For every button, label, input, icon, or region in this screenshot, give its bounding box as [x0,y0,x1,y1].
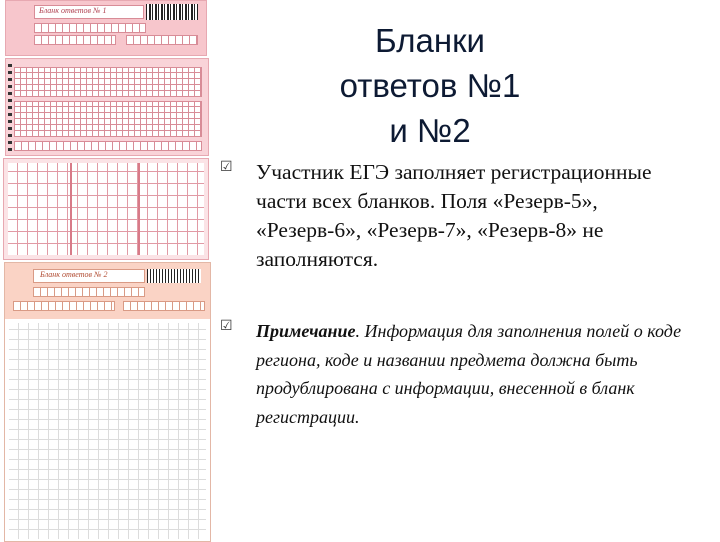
answer-sheet-1-title: Бланк ответов № 1 [39,6,107,15]
table-divider [138,163,140,255]
answer-sheet-1-table-part [3,158,209,260]
code-cells [123,301,205,311]
slide-title-line: Бланки [375,22,485,59]
slide-title-line: ответов №1 [339,67,521,104]
answer-table [8,163,204,255]
checkbox-icon: ☑ [220,159,233,175]
answer-sheet-1-title-box [34,5,144,19]
answer-sheet-1-answers-part [5,58,209,156]
code-cells [34,35,116,45]
answer-sheet-2-header-part [5,263,210,319]
code-cells [14,141,202,151]
answer-grid [14,101,202,137]
answer-grid [14,67,202,97]
note-body: . Информация для заполнения полей о коде региона, коде и названии предмета должна быть продублирована с информации, внесенной в бланк регистрации. [256,321,682,427]
answer-sheet-2 [4,262,211,542]
barcode-icon [146,4,198,20]
alignment-marks [8,63,12,151]
code-cells [33,287,145,297]
bullet-text: Участник ЕГЭ заполняет регистрационные части всех бланков. Поля «Резерв-5», «Резерв-6», «Резерв-7», «Резерв-8» не заполняются. [256,160,652,271]
slide-title [300,18,560,153]
table-divider [70,163,72,255]
answer-sheet-2-title: Бланк ответов № 2 [40,270,108,279]
code-cells [13,301,115,311]
answer-forms-illustration [0,0,212,540]
answer-sheet-2-writing-grid [9,323,206,539]
note-lead: Примечание [256,321,356,341]
note-text [256,317,690,431]
checkbox-icon: ☑ [220,318,233,334]
bullet-item [220,158,690,274]
bullet-item [220,317,690,431]
barcode-icon [147,269,201,283]
code-cells [34,23,146,33]
code-cells [126,35,198,45]
slide-title-line: и №2 [389,112,471,149]
answer-sheet-2-title-box [33,269,145,283]
answer-sheet-1-header-part [5,0,207,56]
